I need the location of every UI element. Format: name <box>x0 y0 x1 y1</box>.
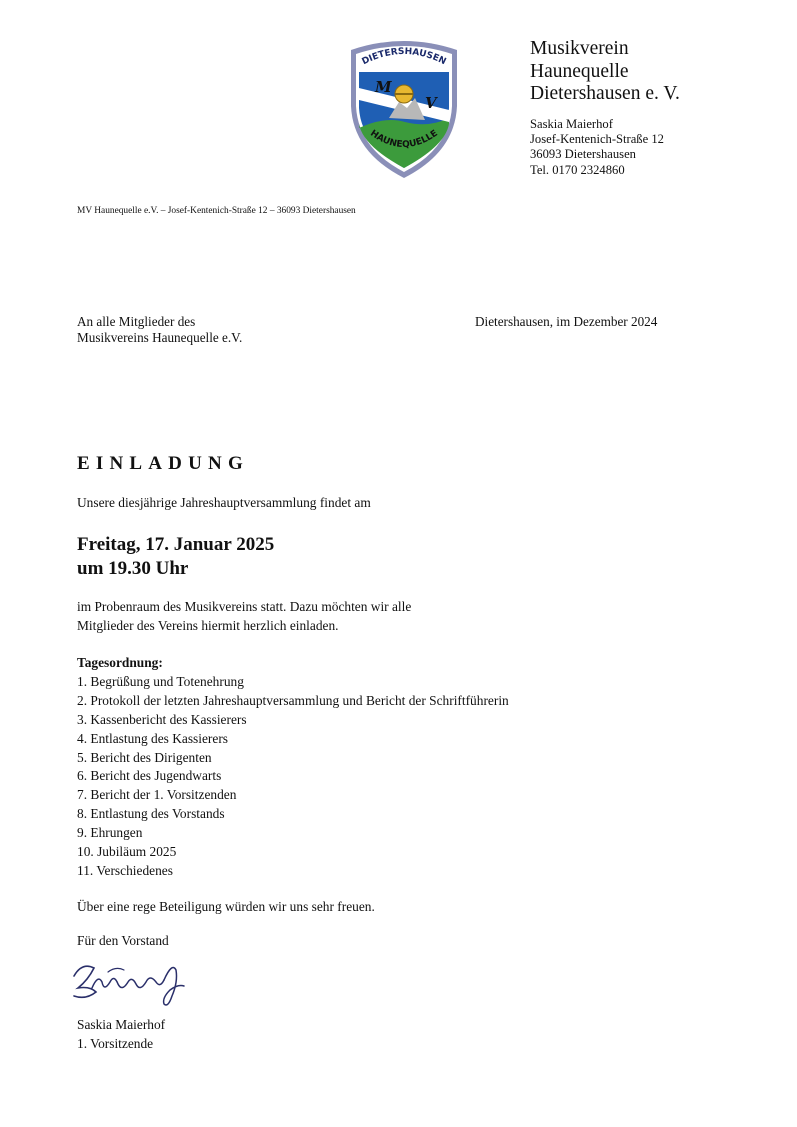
recipient-line: Musikvereins Haunequelle e.V. <box>77 330 243 346</box>
signer-block <box>77 1016 165 1053</box>
agenda-item: 4. Entlastung des Kassierers <box>77 730 228 746</box>
body-line: Mitglieder des Vereins hiermit herzlich einladen. <box>77 617 339 633</box>
contact-street: Josef-Kentenich-Straße 12 <box>530 132 664 147</box>
invitation-body <box>77 598 411 635</box>
agenda-item: 7. Bericht der 1. Vorsitzenden <box>77 787 237 803</box>
agenda-list <box>77 673 509 881</box>
contact-block <box>530 117 664 178</box>
contact-city: 36093 Dietershausen <box>530 147 636 162</box>
recipient-line: An alle Mitglieder des <box>77 314 196 329</box>
agenda-item: 8. Entlastung des Vorstands <box>77 806 225 822</box>
agenda <box>77 654 509 881</box>
logo-monogram-m: M <box>375 78 392 96</box>
agenda-item: 3. Kassenbericht des Kassierers <box>77 711 247 727</box>
agenda-item: 11. Verschiedenes <box>77 862 173 878</box>
agenda-item: 6. Bericht des Jugendwarts <box>77 768 222 784</box>
agenda-item: 9. Ehrungen <box>77 825 143 841</box>
club-logo <box>345 36 463 182</box>
organization-name <box>530 38 680 106</box>
logo-top-text: DIETERSHAUSEN <box>360 46 448 68</box>
body-line: im Probenraum des Musikvereins statt. Dazu möchten wir alle <box>77 599 412 614</box>
letter-title: EINLADUNG <box>77 453 249 474</box>
logo-bottom-text: HAUNEQUELLE <box>368 128 440 151</box>
handwritten-signature <box>68 952 188 1014</box>
signer-name: Saskia Maierhof <box>77 1017 166 1032</box>
letter-date: Dietershausen, im Dezember 2024 <box>475 314 658 329</box>
agenda-item: 10. Jubiläum 2025 <box>77 844 177 860</box>
signer-role: 1. Vorsitzende <box>77 1035 154 1051</box>
org-name-line: Haunequelle <box>530 60 629 82</box>
contact-name: Saskia Maierhof <box>530 117 613 131</box>
agenda-item: 5. Bericht des Dirigenten <box>77 749 212 765</box>
sender-address-line: MV Haunequelle e.V. – Josef-Kentenich-Straße 12 – 36093 Dietershausen <box>77 206 356 216</box>
closing-text: Über eine rege Beteiligung würden wir uns sehr freuen. <box>77 899 375 914</box>
logo-monogram-v: V <box>425 94 437 112</box>
intro-text: Unsere diesjährige Jahreshauptversammlung findet am <box>77 495 371 510</box>
event-date: Freitag, 17. Januar 2025 <box>77 534 275 555</box>
for-board-text: Für den Vorstand <box>77 933 169 948</box>
agenda-item: 2. Protokoll der letzten Jahreshauptversammlung und Bericht der Schriftführerin <box>77 692 509 708</box>
event-datetime <box>77 533 274 581</box>
org-name-line: Dietershausen e. V. <box>530 83 680 104</box>
event-time: um 19.30 Uhr <box>77 558 189 579</box>
org-name-line: Musikverein <box>530 38 629 59</box>
contact-phone: Tel. 0170 2324860 <box>530 162 625 177</box>
agenda-title: Tagesordnung: <box>77 655 163 670</box>
recipient-address <box>77 314 242 346</box>
agenda-item: 1. Begrüßung und Totenehrung <box>77 673 244 689</box>
